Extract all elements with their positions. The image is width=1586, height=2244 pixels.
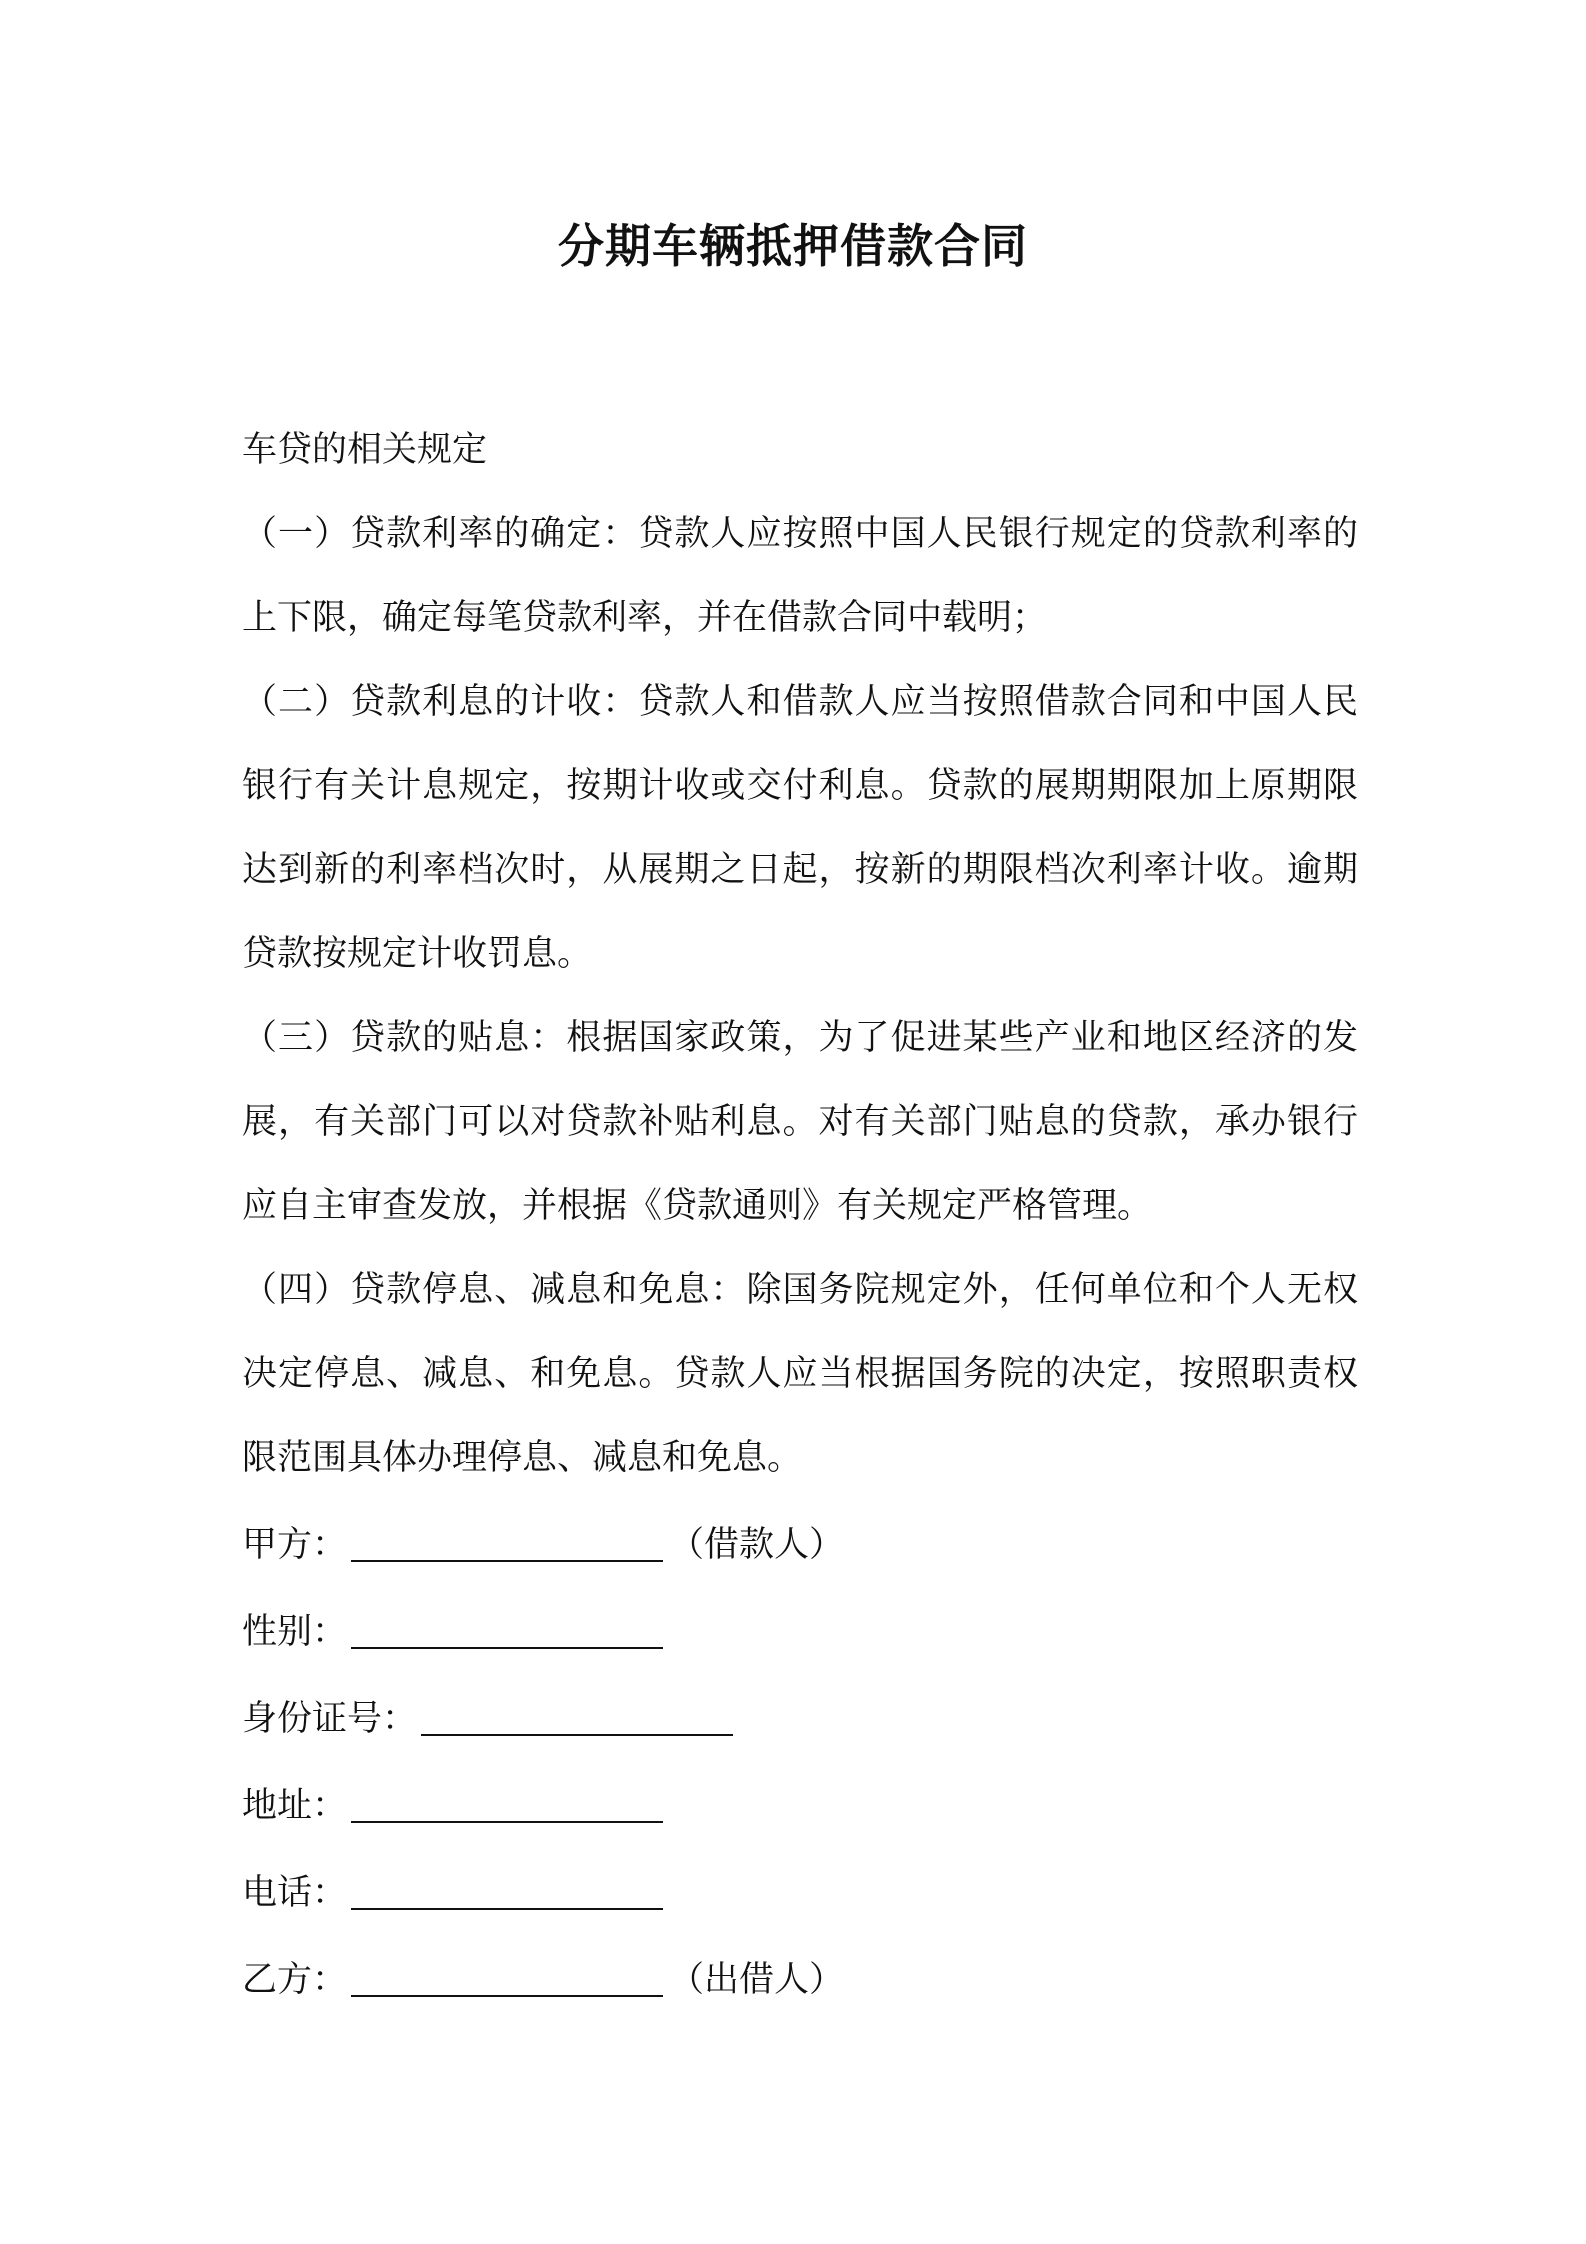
clause-interest-rate: （一）贷款利率的确定：贷款人应按照中国人民银行规定的贷款利率的上下限，确定每笔贷款利率，并在借款合同中载明；: [242, 514, 1358, 638]
field-gender: [242, 1587, 1358, 1674]
party-a-blank[interactable]: [351, 1500, 663, 1562]
document-body: [242, 408, 1358, 2022]
field-party-a: [242, 1500, 1358, 1587]
section-heading: 车贷的相关规定: [242, 430, 488, 470]
gender-blank[interactable]: [351, 1587, 663, 1649]
address-blank[interactable]: [351, 1761, 663, 1823]
field-party-a-suffix: （借款人）: [669, 1525, 845, 1565]
party-b-blank[interactable]: [351, 1935, 663, 1997]
phone-blank[interactable]: [351, 1848, 663, 1910]
field-party-b-suffix: （出借人）: [669, 1960, 845, 2000]
clause-interest-calculation: （二）贷款利息的计收：贷款人和借款人应当按照借款合同和中国人民银行有关计息规定，按期计收或交付利息。贷款的展期期限加上原期限达到新的利率档次时，从展期之日起，按新的期限档次利率计收。逾期贷款按规定计收罚息。: [242, 682, 1358, 974]
field-phone-label: 电话：: [242, 1873, 348, 1913]
field-party-b: [242, 1935, 1358, 2022]
field-gender-label: 性别：: [242, 1612, 348, 1652]
field-party-b-label: 乙方：: [242, 1960, 348, 2000]
field-party-a-label: 甲方：: [242, 1525, 348, 1565]
field-id-number: [242, 1674, 1358, 1761]
field-id-number-label: 身份证号：: [242, 1699, 418, 1739]
field-address-label: 地址：: [242, 1786, 348, 1826]
clause-interest-waiver: （四）贷款停息、减息和免息：除国务院规定外，任何单位和个人无权决定停息、减息、和免息。贷款人应当根据国务院的决定，按照职责权限范围具体办理停息、减息和免息。: [242, 1270, 1358, 1478]
document-title: 分期车辆抵押借款合同: [558, 219, 1028, 273]
field-phone: [242, 1848, 1358, 1935]
id-number-blank[interactable]: [421, 1674, 733, 1736]
field-address: [242, 1761, 1358, 1848]
clause-interest-subsidy: （三）贷款的贴息：根据国家政策，为了促进某些产业和地区经济的发展，有关部门可以对贷款补贴利息。对有关部门贴息的贷款，承办银行应自主审查发放，并根据《贷款通则》有关规定严格管理。: [242, 1018, 1358, 1226]
